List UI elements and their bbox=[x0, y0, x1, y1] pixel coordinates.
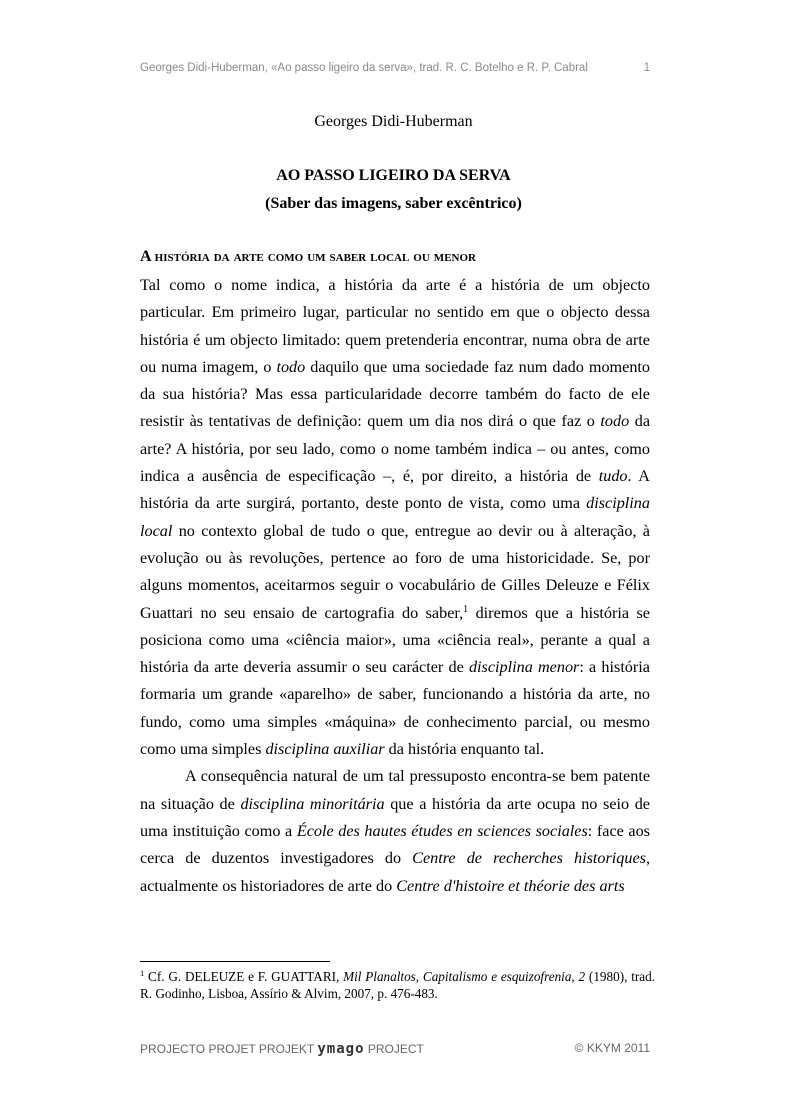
p2-text-2: que a história da arte ocupa no seio de uma instituição como a bbox=[140, 794, 650, 840]
ymago-logo: ymago bbox=[317, 1041, 365, 1057]
footnote-text-2: (1980), trad. R. Godinho, Lisboa, Assírio & Alvim, 2007, p. 476-483. bbox=[140, 969, 655, 1001]
footer-copyright: © KKYM 2011 bbox=[574, 1041, 650, 1055]
p1-text-8: da história enquanto tal. bbox=[384, 740, 545, 759]
page-number: 1 bbox=[643, 62, 650, 74]
p1-text-7: : a história formaria um grande «aparelho» de saber, funcionando a história da arte, no fundo, como uma simples «máquina» de conhecimento parcial, ou mesmo como uma simples bbox=[140, 658, 650, 759]
p1-emphasis-6: disciplina auxiliar bbox=[265, 740, 385, 759]
body-text bbox=[140, 272, 650, 900]
section-heading: A história da arte como um saber local ou menor bbox=[140, 248, 476, 265]
paragraph-1 bbox=[140, 272, 650, 763]
author-name: Georges Didi-Huberman bbox=[314, 113, 473, 130]
footnote-reference[interactable]: 1 bbox=[463, 603, 469, 615]
p2-emphasis-1: disciplina minoritária bbox=[240, 794, 385, 813]
p1-emphasis-5: disciplina menor bbox=[468, 658, 580, 677]
document-title: AO PASSO LIGEIRO DA SERVA bbox=[276, 167, 511, 184]
p2-emphasis-2: École des hautes études en sciences sociales bbox=[296, 821, 588, 840]
p1-text-3: da arte? A história, por seu lado, como o nome também indica – ou antes, como indica a ausência de especificação –, é, por direito, a história de bbox=[140, 412, 650, 486]
document-subtitle: (Saber das imagens, saber excêntrico) bbox=[265, 195, 522, 212]
p1-emphasis-4: disciplina local bbox=[140, 494, 650, 540]
p1-emphasis-3: tudo bbox=[598, 467, 628, 486]
p1-text-5: no contexto global de tudo o que, entregue ao devir ou à alteração, à evolução ou às revoluções, pertence ao foro de uma historicidade. Se, por alguns momentos, aceitarmos seguir o vocabulário de Gilles Deleuze e Félix Guattari no seu ensaio de cartografia do saber, bbox=[140, 521, 650, 622]
p1-text-4: . A história da arte surgirá, portanto, deste ponto de vista, como uma bbox=[140, 467, 650, 513]
footnote-separator bbox=[140, 961, 330, 962]
p1-text-6: diremos que a história se posiciona como uma «ciência maior», uma «ciência real», perante a qual a história da arte deveria assumir o seu carácter de bbox=[140, 603, 650, 677]
p2-text-3: : face aos cerca de duzentos investigadores do bbox=[140, 821, 650, 868]
footer-projects-suffix: PROJECT bbox=[364, 1042, 424, 1056]
p1-text-2: daquilo que uma sociedade faz num dado momento da sua história? Mas essa particularidade decorre também do facto de ele resistir às tentativas de definição: quem um dia nos dirá o que faz o bbox=[140, 357, 651, 431]
footnote-text-1: Cf. G. DELEUZE e F. GUATTARI, bbox=[144, 969, 344, 984]
running-title: Georges Didi-Huberman, «Ao passo ligeiro da serva», trad. R. C. Botelho e R. P. Cabral bbox=[140, 62, 588, 74]
running-footer bbox=[140, 1041, 650, 1057]
footnote bbox=[140, 968, 655, 1002]
p2-text-1: A consequência natural de um tal pressuposto encontra-se bem patente na situação de bbox=[140, 767, 650, 813]
footer-projects-prefix: PROJECTO PROJET PROJEKT bbox=[140, 1042, 318, 1056]
p2-emphasis-3: Centre de recherches historiques bbox=[412, 849, 646, 868]
footnote-emphasis: Mil Planaltos, Capitalismo e esquizofrenia, 2 bbox=[343, 969, 586, 984]
footnote-number: 1 bbox=[140, 968, 145, 978]
p1-emphasis-1: todo bbox=[276, 357, 306, 376]
p2-emphasis-4: Centre d'histoire et théorie des arts bbox=[396, 876, 625, 895]
running-header bbox=[140, 62, 650, 74]
p1-text-1: Tal como o nome indica, a história da arte é a história de um objecto particular. Em primeiro lugar, particular no sentido em que o objecto dessa história é um objecto limitado: quem pretenderia encontrar, numa obra de arte ou numa imagem, o bbox=[140, 276, 650, 376]
p2-text-4: , actualmente os historiadores de arte do bbox=[140, 849, 650, 895]
paragraph-2 bbox=[140, 763, 650, 899]
p1-emphasis-2: todo bbox=[600, 412, 630, 431]
